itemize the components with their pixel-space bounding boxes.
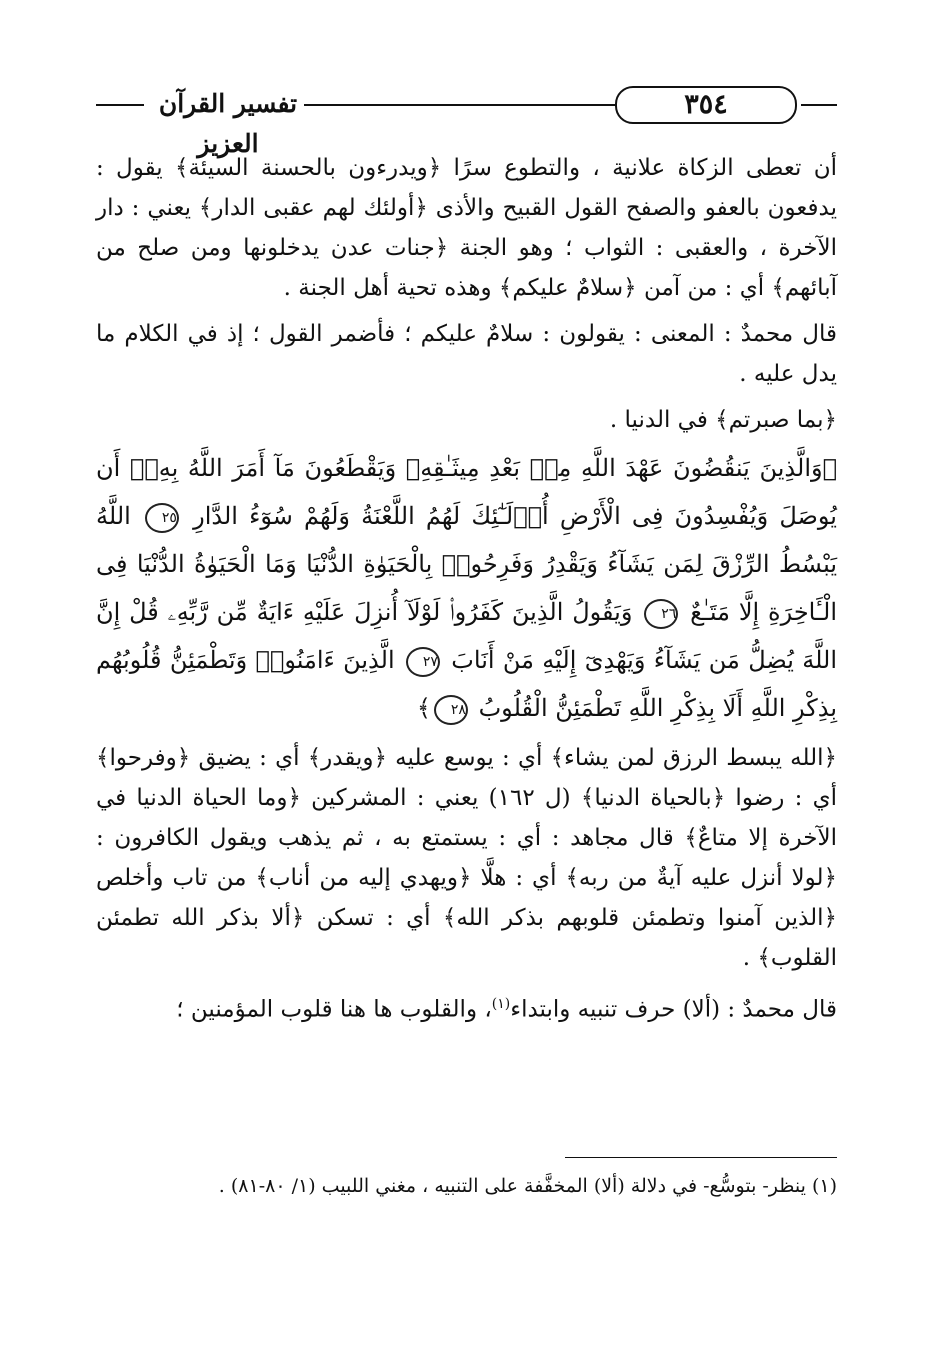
quran-close-bracket: ﴾ <box>416 694 431 722</box>
quran-text: اللَّهُ يَبْسُطُ الرِّزْقَ لِمَن يَشَآءُ وَيَقْدِرُ وَفَرِحُوا۟ بِالْحَيَوٰةِ الدُّنْيَا وَمَا الْحَيَوٰةُ الدُّنْيَا فِى الْـَٔاخِرَةِ إِلَّا مَتَـٰعٌ <box>96 502 837 626</box>
footnote-divider <box>565 1157 837 1158</box>
quran-verses <box>96 444 837 732</box>
paragraph: أن تعطى الزكاة علانية ، والتطوع سرًا ﴿ويدرءون بالحسنة السيئة﴾ يقول : يدفعون بالعفو والصفح القول القبيح والأذى ﴿أولئك لهم عقبى الدار﴾ يعني : دار الآخرة ، والعقبى : الثواب ؛ وهو الجنة ﴿جنات عدن يدخلونها ومن صلح من آبائهم﴾ أي : من آمن ﴿سلامٌ عليكم﴾ وهذه تحية أهل الجنة . <box>96 155 837 301</box>
paragraph-text: قال محمدٌ : (ألا) حرف تنبيه وابتداء <box>510 996 837 1023</box>
paragraph: قال محمدٌ : المعنى : يقولون : سلامٌ عليكم ؛ فأضمر القول ؛ إذ في الكلام ما يدل عليه . <box>96 321 837 387</box>
header-rule <box>304 104 615 106</box>
quran-text: الَّذِينَ ءَامَنُوا۟ وَتَطْمَئِنُّ قُلُوبُهُم بِذِكْرِ اللَّهِ أَلَا بِذِكْرِ اللَّهِ تَطْمَئِنُّ الْقُلُوبُ <box>96 646 837 722</box>
footnote: (١) ينظر- بتوسُّع- في دلالة (ألا) المخفَّفة على التنبيه ، مغني اللبيب (١/ ٨٠-٨١) . <box>218 1175 837 1197</box>
main-text <box>96 148 837 1030</box>
footnote-reference: (١) <box>491 996 511 1012</box>
ayah-number-marker: ٢٧ <box>406 647 440 677</box>
quran-text: ﴿وَالَّذِينَ يَنقُضُونَ عَهْدَ اللَّهِ مِنۢ بَعْدِ مِيثَـٰقِهِۦ وَيَقْطَعُونَ مَآ أَمَرَ اللَّهُ بِهِۦٓ أَن يُوصَلَ وَيُفْسِدُونَ فِى الْأَرْضِ أُو۟لَـٰٓئِكَ لَهُمُ اللَّعْنَةُ وَلَهُمْ سُوٓءُ الدَّارِ <box>96 454 837 530</box>
paragraph: ﴿بما صبرتم﴾ في الدنيا . <box>609 407 837 433</box>
header-rule <box>96 104 144 106</box>
paragraph: ﴿الله يبسط الرزق لمن يشاء﴾ أي : يوسع عليه ﴿ويقدر﴾ أي : يضيق ﴿وفرحوا﴾ أي : رضوا ﴿بالحياة الدنيا﴾ (ل ١٦٢) يعني : المشركين ﴿وما الحياة الدنيا في الآخرة إلا متاعٌ﴾ قال مجاهد : أي : يستمتع به ، ثم يذهب ويقول الكافرون : ﴿لولا أنزل عليه آيةٌ من ربه﴾ أي : هلَّا ﴿ويهدي إليه من أناب﴾ من تاب وأخلص ﴿الذين آمنوا وتطمئن قلوبهم بذكر الله﴾ أي : تسكن ﴿ألا بذكر الله تطمئن القلوب﴾ . <box>96 745 838 971</box>
ayah-number-marker: ٢٦ <box>644 599 678 629</box>
ayah-number-marker: ٢٨ <box>434 695 468 725</box>
header-rule <box>801 104 837 106</box>
ayah-number-marker: ٢٥ <box>145 503 179 533</box>
quran-text: وَيَقُولُ الَّذِينَ كَفَرُوا۟ لَوْلَآ أُنزِلَ عَلَيْهِ ءَايَةٌ مِّن رَّبِّهِۦ قُلْ إِنَّ اللَّهَ يُضِلُّ مَن يَشَآءُ وَيَهْدِىٓ إِلَيْهِ مَنْ أَنَابَ <box>96 598 837 674</box>
page-number: ٣٥٤ <box>615 86 797 124</box>
running-header <box>96 84 837 158</box>
running-title: تفسير القرآن العزيز <box>152 84 304 164</box>
paragraph <box>96 984 837 1030</box>
paragraph-text: ، والقلوب ها هنا قلوب المؤمنين ؛ <box>176 996 492 1023</box>
